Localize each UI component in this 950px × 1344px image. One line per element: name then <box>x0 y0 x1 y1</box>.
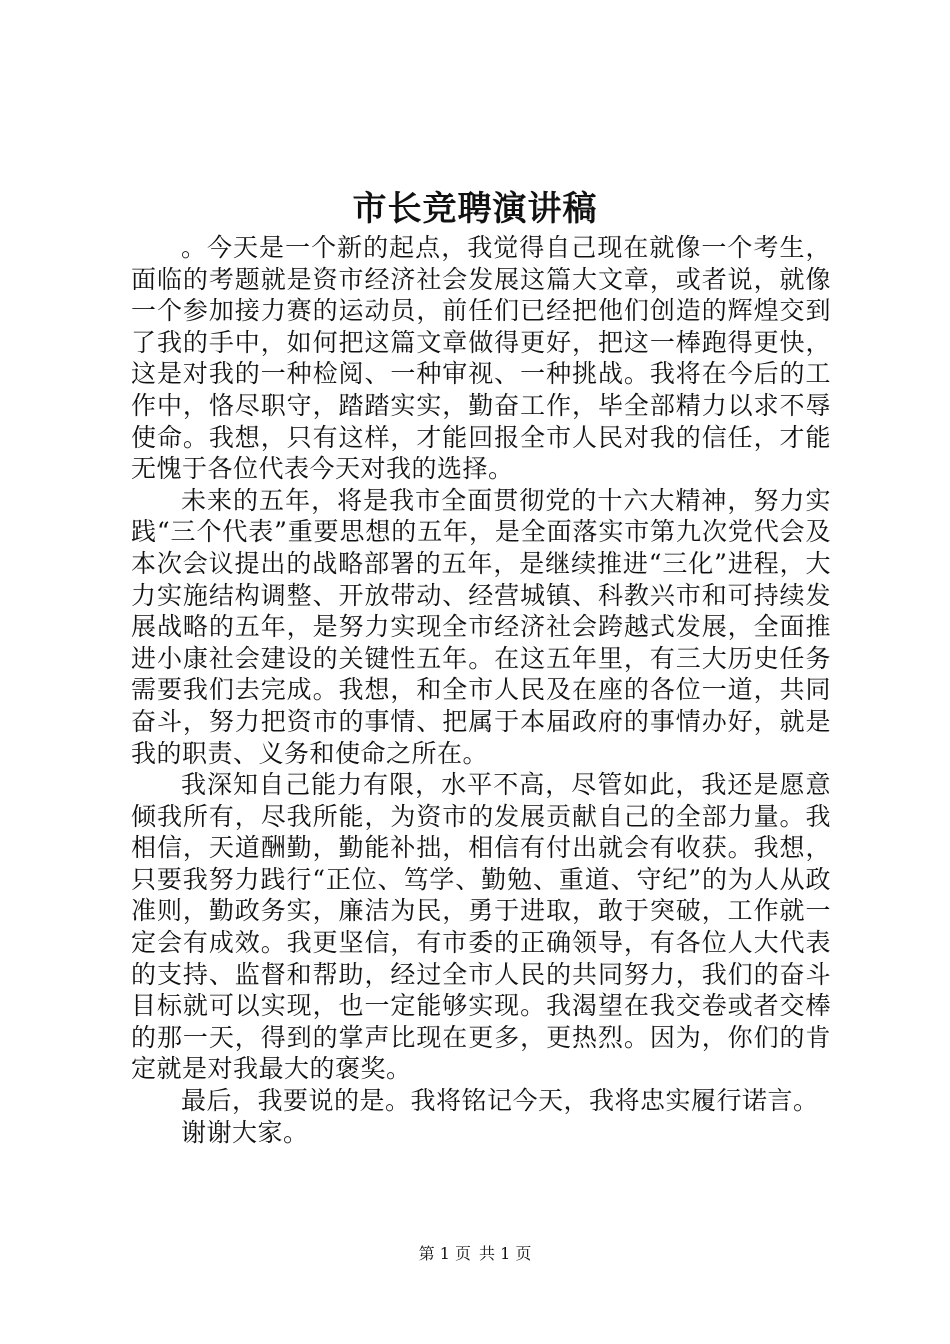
page-number: 第 1 页 <box>418 1244 471 1263</box>
paragraph-2: 未来的五年，将是我市全面贯彻党的十六大精神，努力实践“三个代表”重要思想的五年，是全面落实市第九次党代会及本次会议提出的战略部署的五年，是继续推进“三化”进程，大力实施结构调整、开放带动、经营城镇、科教兴市和可持续发展战略的五年，是努力实现全市经济社会跨越式发展，全面推进小康社会建设的关键性五年。在这五年里，有三大历史任务需要我们去完成。我想，和全市人民及在座的各位一道，共同奋斗，努力把资市的事情、把属于本届政府的事情办好，就是我的职责、义务和使命之所在。 <box>131 485 831 768</box>
paragraph-4: 最后，我要说的是。我将铭记今天，我将忠实履行诺言。 <box>181 1086 819 1116</box>
document-body <box>131 232 831 1148</box>
page-footer <box>0 1244 950 1264</box>
paragraph-5: 谢谢大家。 <box>181 1117 309 1147</box>
page-total: 共 1 页 <box>479 1244 532 1263</box>
document-title: 市长竞聘演讲稿 <box>352 189 598 229</box>
paragraph-1: 。今天是一个新的起点，我觉得自己现在就像一个考生，面临的考题就是资市经济社会发展这篇大文章，或者说，就像一个参加接力赛的运动员，前任们已经把他们创造的辉煌交到了我的手中，如何把这篇文章做得更好，把这一棒跑得更快，这是对我的一种检阅、一种审视、一种挑战。我将在今后的工作中，恪尽职守，踏踏实实，勤奋工作，毕全部精力以求不辱使命。我想，只有这样，才能回报全市人民对我的信任，才能无愧于各位代表今天对我的选择。 <box>131 233 831 484</box>
paragraph-3: 我深知自己能力有限，水平不高，尽管如此，我还是愿意倾我所有，尽我所能，为资市的发展贡献自己的全部力量。我相信，天道酬勤，勤能补拙，相信有付出就会有收获。我想，只要我努力践行“正位、笃学、勤勉、重道、守纪”的为人从政准则，勤政务实，廉洁为民，勇于进取，敢于突破，工作就一定会有成效。我更坚信，有市委的正确领导，有各位人大代表的支持、监督和帮助，经过全市人民的共同努力，我们的奋斗目标就可以实现，也一定能够实现。我渴望在我交卷或者交棒的那一天，得到的掌声比现在更多，更热烈。因为，你们的肯定就是对我最大的褒奖。 <box>131 770 831 1084</box>
